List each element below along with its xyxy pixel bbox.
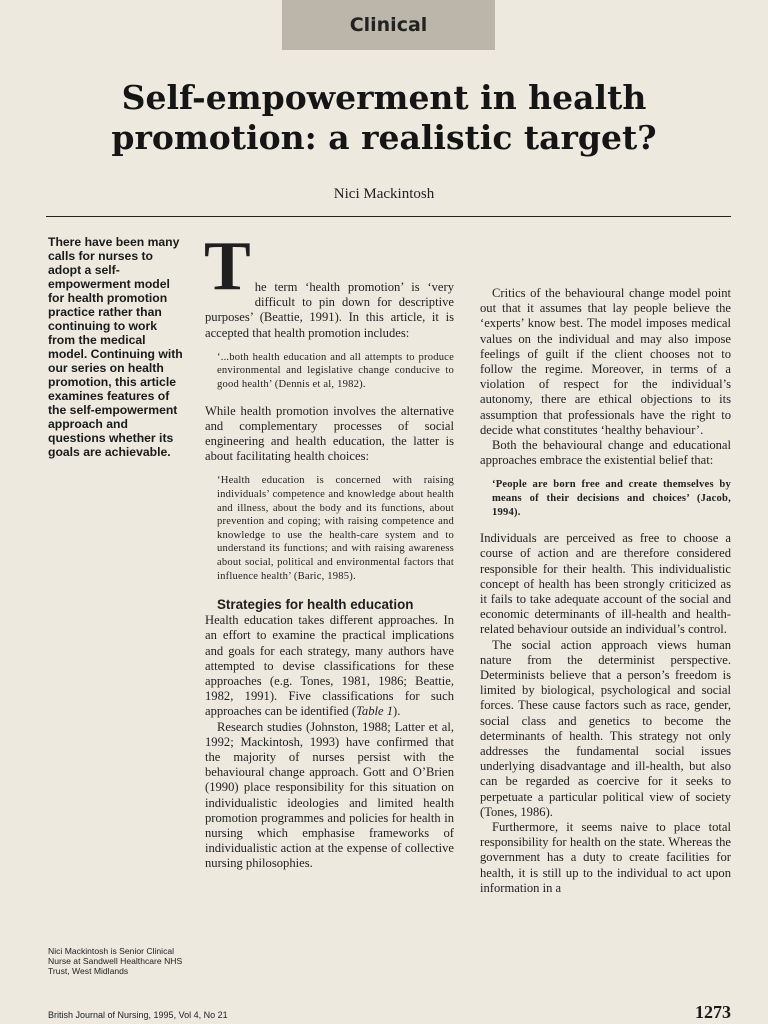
- title-line-1: Self-empowerment in health: [121, 78, 647, 117]
- drop-cap: T: [204, 228, 251, 305]
- header-divider: [46, 216, 731, 217]
- table-reference: Table 1: [356, 704, 394, 719]
- paragraph: Individuals are perceived as free to choose a course of action and are therefore considered responsible for their health. This individualistic concept of health has been strongly criticized as it fails to take adequate account of the social and economic determinants of ill-health and health-related behaviour outside an individual’s control.: [480, 531, 731, 637]
- paragraph-text: ).: [393, 704, 401, 719]
- paragraph: Critics of the behavioural change model point out that it assumes that lay people believe the ‘experts’ know best. The model imposes medical values on the individual and may also impose feelings of guilt if the client chooses not to follow the regime. Moreover, in terms of a violation of respect for the individual’s autonomy, there are ethical objections to its assumption that professionals have the right to decide what constitutes ‘healthy behaviour’.: [480, 286, 731, 437]
- paragraph: The social action approach views human nature from the determinist perspective. Determinists believe that a person’s freedom is limited by biological, psychological and social forces. These cause factors such as race, gender, social class and genetics to become the determinants of health. This strategy not only addresses the fundamental social issues underlying disadvantage and ill-health, but also can be regarded as coercive for it seeks to perpetuate a particular political view of society (Tones, 1986).: [480, 637, 731, 819]
- page-number: 1273: [695, 1002, 731, 1022]
- paragraph-text: he term ‘health promotion’ is ‘very difficult to pin down for descriptive purposes’ (Beattie, 1991). In this article, it is accepted that health promotion includes:: [205, 280, 454, 340]
- article-title: [60, 78, 708, 158]
- paragraph: [204, 228, 454, 341]
- title-line-2: promotion: a realistic target?: [111, 118, 657, 157]
- quote: ‘People are born free and create themselves by means of their decisions and choices’ (Jacob, 1994).: [492, 479, 731, 518]
- author-note: Nici Mackintosh is Senior Clinical Nurse at Sandwell Healthcare NHS Trust, West Midlands: [48, 946, 183, 976]
- journal-citation: British Journal of Nursing, 1995, Vol 4, No 21: [48, 1010, 228, 1020]
- column-2: [480, 286, 731, 896]
- column-1: [204, 228, 454, 872]
- paragraph: Furthermore, it seems naive to place total responsibility for health on the state. Whereas the government has a duty to create facilities for health, it is still up to the individual to act upon information in a: [480, 820, 731, 895]
- quote: ‘...both health education and all attempts to produce environmental and legislative change conducive to good health’ (Dennis et al, 1982).: [217, 351, 454, 390]
- paragraph: While health promotion involves the alternative and complementary processes of social engineering and health education, the latter is about facilitating health choices:: [205, 403, 454, 464]
- section-label: Clinical: [282, 0, 495, 50]
- paragraph: Both the behavioural change and educational approaches embrace the existential belief that:: [480, 438, 731, 468]
- paragraph-text: Health education takes different approaches. In an effort to examine the practical implications and goals for each strategy, many authors have attempted to devise classifications for these approaches (e.g. Tones, 1981, 1986; Beattie, 1982, 1991). Five classifications for such approaches can be identified (: [205, 613, 454, 719]
- standfirst: There have been many calls for nurses to adopt a self-empowerment model for health promotion practice rather than continuing to work from the medical model. Continuing with our series on health promotion, this article examines features of the self-empowerment approach and questions whether its goals are achievable.: [48, 235, 183, 459]
- section-heading: Strategies for health education: [217, 597, 414, 613]
- quote: ‘Health education is concerned with raising individuals’ competence and knowledge about health and illness, about the body and its functions, about prevention and coping; with raising competence and knowledge to use the health-care system and to understand its functions; and with raising awareness about social, political and environmental factors that influence health’ (Baric, 1985).: [217, 475, 454, 582]
- paragraph: [205, 613, 454, 719]
- author-byline: Nici Mackintosh: [333, 186, 435, 202]
- paragraph: Research studies (Johnston, 1988; Latter et al, 1992; Mackintosh, 1993) have confirmed that the majority of nurses persist with the behavioural change approach. Gott and O’Brien (1990) place responsibility for this situation on individualistic ideologies and limited health promotion programmes and policies for health in nursing which emphasise frameworks of individualistic action at the expense of collective nursing philosophies.: [205, 719, 454, 871]
